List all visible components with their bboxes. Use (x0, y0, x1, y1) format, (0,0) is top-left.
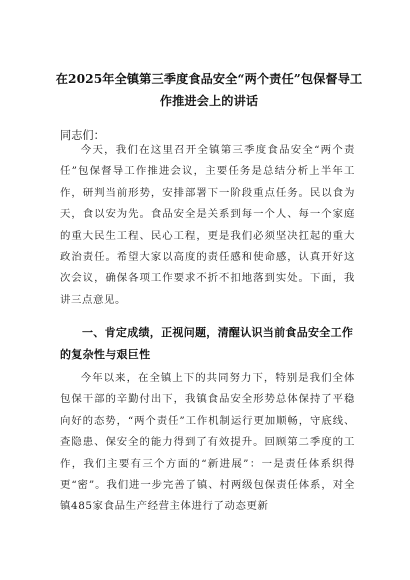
body-paragraph: 今天，我们在这里召开全镇第三季度食品安全“两个责任”包保督导工作推进会议，主要任务是总结分析上半年工作，研判当前形势，安排部署下一阶段重点任务。民以食为天，食以安为先。食品安全是关系到每一个人、每一个家庭的重大民生工程、民心工程，更是我们必须坚决扛起的重大政治责任。希望大家以高度的责任感和使命感，认真开好这次会议，确保各项工作要求不折不扣地落到实处。下面，我讲三点意见。 (60, 144, 355, 306)
salutation: 同志们： (60, 129, 105, 142)
document-title: 在2025年全镇第三季度食品安全“两个责任”包保督导工作推进会上的讲话 (55, 72, 363, 108)
section-heading: 一、肯定成绩，正视问题，清醒认识当前食品安全工作的复杂性与艰巨性 (60, 326, 354, 361)
body-paragraph: 今年以来，在全镇上下的共同努力下，特别是我们全体包保干部的辛勤付出下，我镇食品安全形势总体保持了平稳向好的态势，“两个责任”工作机制运行更加顺畅，守底线、查隐患、保安全的能力得到了有效提升。回顾第二季度的工作，我们主要有三个方面的“新进展”：一是责任体系织得更“密”。我们进一步完善了镇、村两级包保责任体系，对全镇485家食品生产经营主体进行了动态更新 (60, 372, 355, 513)
